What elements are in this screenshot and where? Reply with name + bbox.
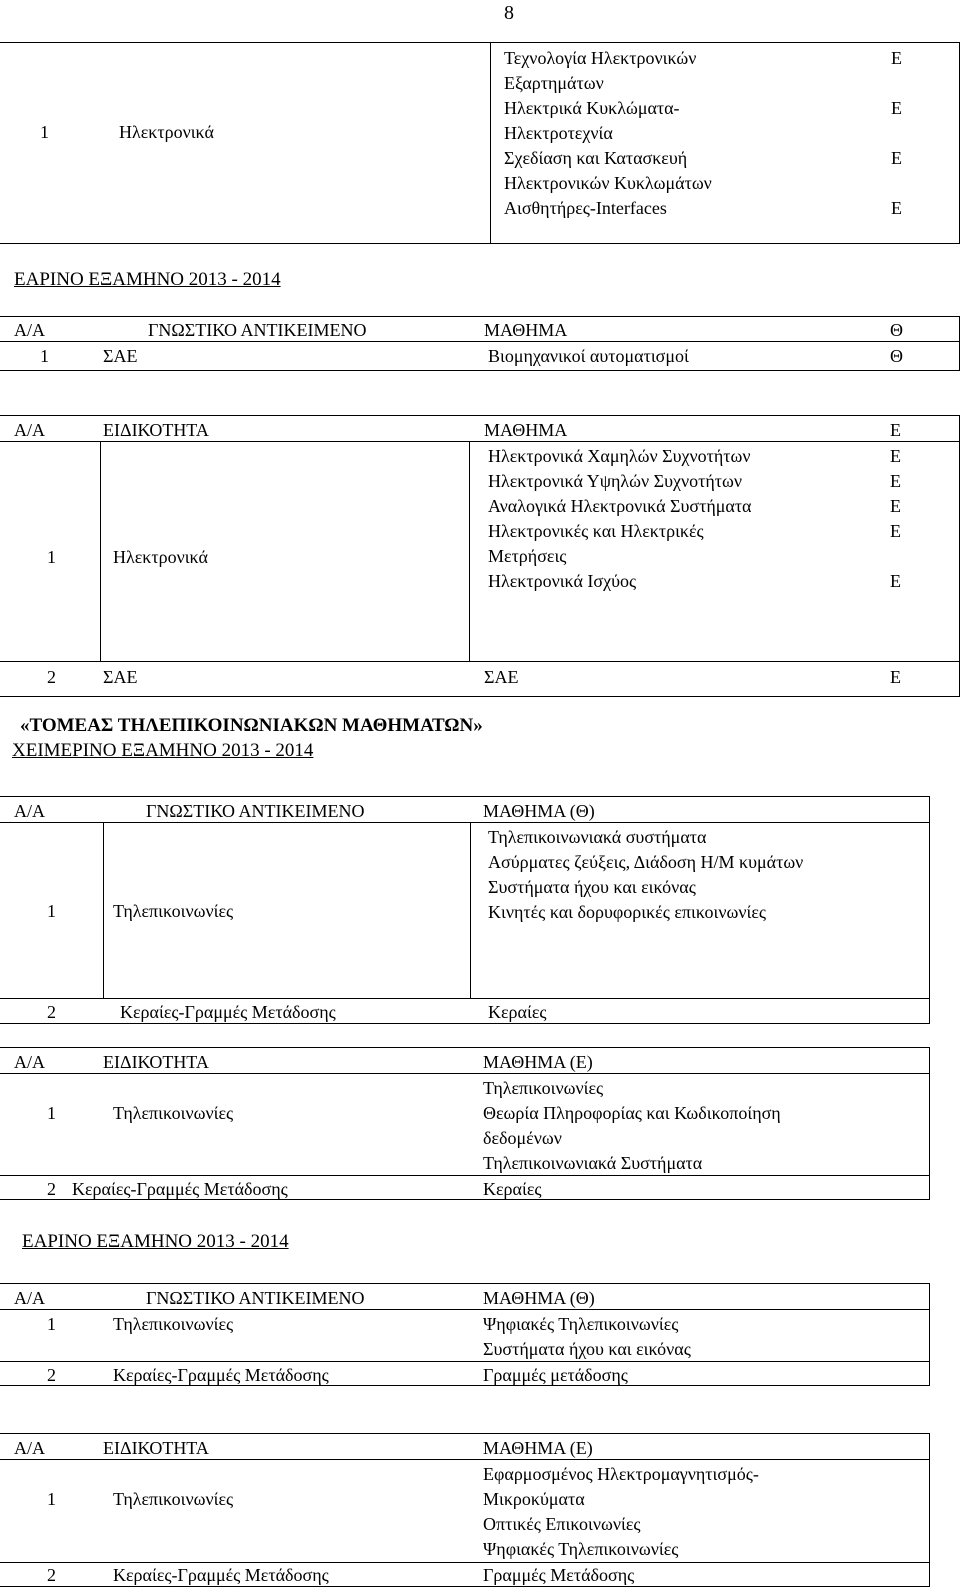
col-header-subject: ΓΝΩΣΤΙΚΟ ΑΝΤΙΚΕΙΜΕΝΟ — [146, 801, 365, 821]
course-cell: Βιομηχανικοί αυτοματισμοί — [488, 346, 689, 366]
row-number: 1 — [47, 901, 56, 921]
course-name-cont: Ηλεκτρονικών Κυκλωμάτων — [504, 173, 712, 193]
course-name: Ηλεκτρονικά Ισχύος — [488, 571, 637, 591]
type-mark: Θ — [890, 346, 903, 366]
row-number: 1 — [47, 1314, 56, 1334]
specialty-cell: Ηλεκτρονικά — [119, 122, 214, 142]
course-cell: ΣΑΕ — [484, 667, 519, 687]
specialty-cell: Κεραίες-Γραμμές Μετάδοσης — [72, 1179, 288, 1199]
type-mark: Ε — [890, 571, 901, 591]
type-mark: Ε — [890, 471, 901, 491]
col-header-course: ΜΑΘΗΜΑ (Θ) — [483, 801, 595, 821]
row-number: 1 — [40, 122, 49, 142]
row-number: 2 — [47, 1002, 56, 1022]
col-header-aa: Α/Α — [14, 1438, 45, 1458]
col-header-course: ΜΑΘΗΜΑ (Ε) — [483, 1052, 593, 1072]
course-name: Εφαρμοσμένος Ηλεκτρομαγνητισμός- — [483, 1464, 759, 1484]
table-electronics-winter-cont — [0, 42, 960, 244]
specialty-cell: Ηλεκτρονικά — [113, 547, 208, 567]
course-name: Συστήματα ήχου και εικόνας — [488, 877, 696, 897]
specialty-cell: Κεραίες-Γραμμές Μετάδοσης — [113, 1565, 329, 1585]
course-name-cont: Μικροκύματα — [483, 1489, 585, 1509]
semester-heading: ΕΑΡΙΝΟ ΕΞΑΜΗΝΟ 2013 - 2014 — [22, 1231, 289, 1252]
subject-cell: Τηλεπικοινωνίες — [113, 901, 234, 921]
course-name: Αναλογικά Ηλεκτρονικά Συστήματα — [488, 496, 752, 516]
course-name: Τεχνολογία Ηλεκτρονικών — [504, 48, 697, 68]
subject-cell: Κεραίες-Γραμμές Μετάδοσης — [120, 1002, 336, 1022]
page-number: 8 — [504, 2, 514, 24]
course-name: Τηλεπικοινωνιακά συστήματα — [488, 827, 707, 847]
course-name: Ασύρματες ζεύξεις, Διάδοση Η/Μ κυμάτων — [488, 852, 804, 872]
row-number: 1 — [47, 547, 56, 567]
type-mark: Ε — [890, 521, 901, 541]
course-name: Κινητές και δορυφορικές επικοινωνίες — [488, 902, 767, 922]
col-header-aa: Α/Α — [14, 1052, 45, 1072]
type-mark: Ε — [891, 198, 902, 218]
col-header-type: Ε — [890, 420, 901, 440]
course-name: Αισθητήρες-Interfaces — [504, 198, 667, 218]
col-header-course: ΜΑΘΗΜΑ (Ε) — [483, 1438, 593, 1458]
course-name: Οπτικές Επικοινωνίες — [483, 1514, 641, 1534]
type-mark: Ε — [891, 148, 902, 168]
course-name: Ψηφιακές Τηλεπικοινωνίες — [483, 1314, 679, 1334]
course-name: Ηλεκτρικά Κυκλώματα- — [504, 98, 680, 118]
course-name-cont: Εξαρτημάτων — [504, 73, 604, 93]
course-name: Ηλεκτρονικά Χαμηλών Συχνοτήτων — [488, 446, 751, 466]
subject-cell: Τηλεπικοινωνίες — [113, 1314, 234, 1334]
type-mark: Ε — [891, 98, 902, 118]
col-header-specialty: ΕΙΔΙΚΟΤΗΤΑ — [103, 1052, 209, 1072]
col-header-subject: ΓΝΩΣΤΙΚΟ ΑΝΤΙΚΕΙΜΕΝΟ — [148, 320, 367, 340]
course-name: Τηλεπικοινωνιακά Συστήματα — [483, 1153, 703, 1173]
col-header-aa: Α/Α — [14, 1288, 45, 1308]
col-header-specialty: ΕΙΔΙΚΟΤΗΤΑ — [103, 1438, 209, 1458]
course-name: Τηλεπικοινωνίες — [483, 1078, 604, 1098]
specialty-cell: Τηλεπικοινωνίες — [113, 1103, 234, 1123]
row-number: 1 — [47, 1489, 56, 1509]
course-cell: Κεραίες — [483, 1179, 542, 1199]
specialty-cell: Τηλεπικοινωνίες — [113, 1489, 234, 1509]
col-header-course: ΜΑΘΗΜΑ (Θ) — [483, 1288, 595, 1308]
col-header-subject: ΓΝΩΣΤΙΚΟ ΑΝΤΙΚΕΙΜΕΝΟ — [146, 1288, 365, 1308]
course-name-cont: Ηλεκτροτεχνία — [504, 123, 613, 143]
row-number: 2 — [47, 667, 56, 687]
row-number: 1 — [40, 346, 49, 366]
type-mark: Ε — [891, 48, 902, 68]
row-number: 2 — [47, 1565, 56, 1585]
col-header-course: ΜΑΘΗΜΑ — [484, 420, 568, 440]
semester-heading: ΧΕΙΜΕΡΙΝΟ ΕΞΑΜΗΝΟ 2013 - 2014 — [12, 740, 314, 761]
course-name: Συστήματα ήχου και εικόνας — [483, 1339, 691, 1359]
course-cell: Γραμμές μετάδοσης — [483, 1365, 628, 1385]
subject-cell: ΣΑΕ — [103, 346, 138, 366]
course-name-cont: δεδομένων — [483, 1128, 562, 1148]
col-header-specialty: ΕΙΔΙΚΟΤΗΤΑ — [103, 420, 209, 440]
col-header-type: Θ — [890, 320, 903, 340]
course-name: Ψηφιακές Τηλεπικοινωνίες — [483, 1539, 679, 1559]
sector-title: «ΤΟΜΕΑΣ ΤΗΛΕΠΙΚΟΙΝΩΝΙΑΚΩΝ ΜΑΘΗΜΑΤΩΝ» — [20, 715, 483, 736]
row-number: 2 — [47, 1365, 56, 1385]
col-header-aa: Α/Α — [14, 801, 45, 821]
course-name: Σχεδίαση και Κατασκευή — [504, 148, 688, 168]
course-cell: Γραμμές Μετάδοσης — [483, 1565, 635, 1585]
subject-cell: Κεραίες-Γραμμές Μετάδοσης — [113, 1365, 329, 1385]
type-mark: Ε — [890, 667, 901, 687]
row-number: 1 — [47, 1103, 56, 1123]
col-header-course: ΜΑΘΗΜΑ — [484, 320, 568, 340]
table-spring-subject — [0, 316, 960, 371]
type-mark: Ε — [890, 496, 901, 516]
row-number: 2 — [47, 1179, 56, 1199]
course-name: Ηλεκτρονικές και Ηλεκτρικές — [488, 521, 704, 541]
col-header-aa: Α/Α — [14, 420, 45, 440]
course-name: Θεωρία Πληροφορίας και Κωδικοποίηση — [483, 1103, 781, 1123]
type-mark: Ε — [890, 446, 901, 466]
semester-heading: ΕΑΡΙΝΟ ΕΞΑΜΗΝΟ 2013 - 2014 — [14, 269, 281, 290]
col-header-aa: Α/Α — [14, 320, 45, 340]
course-name-cont: Μετρήσεις — [488, 546, 567, 566]
course-name: Ηλεκτρονικά Υψηλών Συχνοτήτων — [488, 471, 743, 491]
course-cell: Κεραίες — [488, 1002, 547, 1022]
specialty-cell: ΣΑΕ — [103, 667, 138, 687]
